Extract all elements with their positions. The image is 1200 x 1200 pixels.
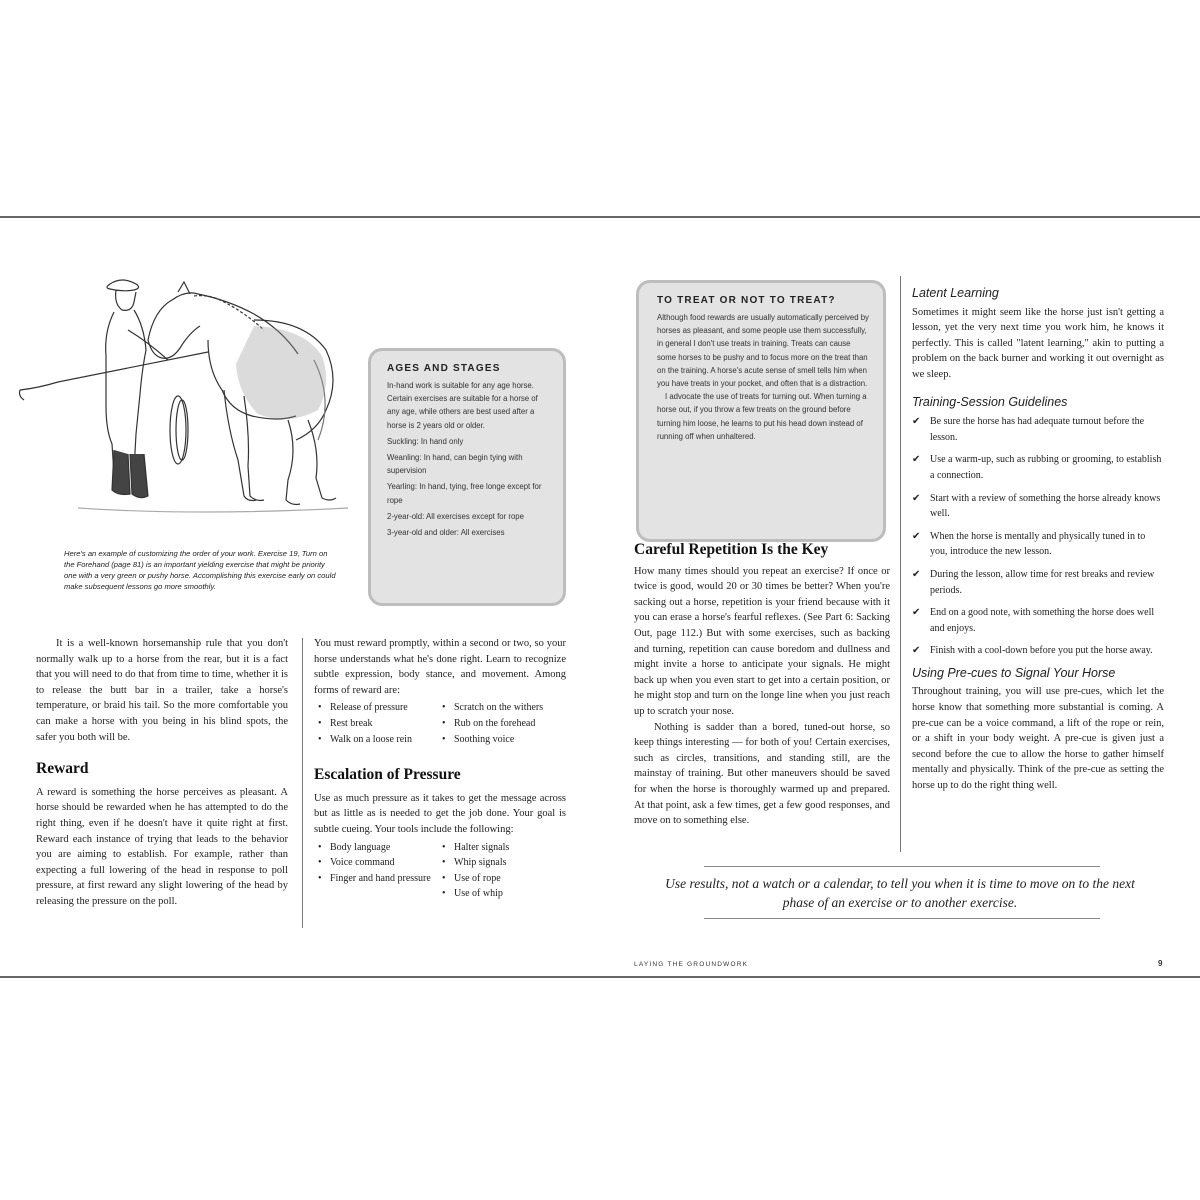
list-item: ✔ Start with a review of something the horse already knows well.: [912, 492, 1161, 520]
stage-text: In hand only: [420, 436, 464, 446]
pull-quote-rule-bottom: [704, 918, 1100, 919]
checkmark-icon: ✔: [912, 530, 921, 542]
horse-drawing-icon: [18, 270, 348, 520]
checkmark-icon: ✔: [912, 492, 921, 504]
stage-item: [387, 510, 549, 523]
reward-forms-list: [314, 700, 566, 747]
escalation-paragraph: Use as much pressure as it takes to get the message across but as little as is needed to get the job done. Your goal is subtle cueing. Your tools include the following:: [314, 792, 566, 835]
stage-item: [387, 526, 549, 539]
stage-label: Suckling:: [387, 436, 419, 446]
list-item: • Rest break: [314, 716, 438, 732]
list-item: • Use of rope: [438, 871, 566, 887]
list-item: ✔ During the lesson, allow time for rest breaks and review periods.: [912, 568, 1155, 596]
horse-illustration: [18, 270, 348, 520]
list-item: • Walk on a loose rein: [314, 732, 438, 748]
repetition-heading: Careful Repetition Is the Key: [634, 541, 829, 558]
to-treat-sidebar: [636, 280, 886, 542]
sidebar-heading: TO TREAT OR NOT TO TREAT?: [657, 295, 836, 306]
stage-item: [387, 480, 549, 506]
pre-cues-paragraph: Throughout training, you will use pre-cues, which let the horse know that something more substantial is coming. A pre-cue can be a voice command, a lift of the rope or rein, or a shift in your body weight. A pre-cue is given just a second before the cue to allow the horse to gather himself mentally and physically. Think of the pre-cue as setting the horse up to do the right thing well.: [912, 686, 1164, 792]
left-column-2: [314, 636, 566, 902]
stage-text: All exercises: [460, 528, 505, 538]
stage-label: 2-year-old:: [387, 511, 425, 521]
repetition-paragraph: Nothing is sadder than a bored, tuned-out horse, so keep things interesting — for both of you! Certain exercises, such as circles, transitions, and standing still, are the mainstay of training. But other maneuvers should be saved for when the horse is thoroughly warmed up and prepared. At that point, ask a few times, get a few good responses, and move on to something else.: [634, 721, 890, 827]
right-column-1: [634, 542, 890, 829]
list-item: • Body language: [314, 840, 438, 856]
left-column-1: [36, 636, 288, 910]
illustration-caption: Here's an example of customizing the order of your work. Exercise 19, Turn on the Forehand (page 81) is an important yielding exercise that might be priority one with a very green or pushy horse. Accomplishing this exercise early on could make subsequent lessons go more smoothly.: [64, 549, 336, 591]
column-divider: [900, 276, 901, 852]
list-item: • Scratch on the withers: [438, 700, 566, 716]
column-divider: [302, 638, 303, 928]
ages-and-stages-sidebar: [368, 348, 566, 606]
pre-cues-heading: Using Pre-cues to Signal Your Horse: [912, 665, 1116, 680]
intro-paragraph: It is a well-known horsemanship rule that you don't normally walk up to a horse from the rear, but it is a fact that you will need to do that from time to time, whether it is to release the butt bar in a trailer, take a horse's temperature, or braid his tail. So the more comfortable you can make a horse with you being in his blind spots, the safer you both will be.: [36, 638, 288, 743]
right-column-2: [912, 286, 1164, 794]
list-item: ✔ Use a warm-up, such as rubbing or grooming, to establish a connection.: [912, 454, 1162, 481]
list-item: ✔ Be sure the horse has had adequate turnout before the lesson.: [912, 416, 1145, 443]
checkmark-icon: ✔: [912, 568, 921, 580]
latent-learning-paragraph: Sometimes it might seem like the horse just isn't getting a lesson, yet the very next time you work him, he knows it perfectly. This is called "latent learning," akin to putting a problem on the back burner and working it out overnight as we sleep.: [912, 306, 1164, 380]
list-item: • Release of pressure: [314, 700, 438, 716]
latent-learning-heading: Latent Learning: [912, 286, 999, 300]
tools-list: [314, 840, 566, 902]
stage-text: In hand, tying, free longe except for rope: [387, 482, 542, 505]
checkmark-icon: ✔: [912, 454, 921, 466]
list-item: • Soothing voice: [438, 732, 566, 748]
stage-label: 3-year-old and older:: [387, 528, 459, 538]
reward-forms-paragraph: You must reward promptly, within a second or two, so your horse understands what he's done right. Learn to recognize subtle expression, body stance, and movement. Among forms of reward are:: [314, 638, 566, 696]
pull-quote-rule-top: [704, 866, 1100, 867]
stage-item: [387, 451, 549, 477]
list-item: • Voice command: [314, 855, 438, 871]
list-item: • Halter signals: [438, 840, 566, 856]
list-item: • Finger and hand pressure: [314, 871, 438, 887]
sidebar-intro: In-hand work is suitable for any age horse. Certain exercises are suitable for a horse of any age, while others are best used after a horse is 2 years old or older.: [387, 381, 538, 430]
reward-heading: Reward: [36, 760, 89, 778]
list-item: ✔ When the horse is mentally and physically tuned in to you, introduce the new lesson.: [912, 530, 1146, 558]
stage-label: Weanling:: [387, 453, 422, 463]
list-item: ✔ End on a good note, with something the horse does well and enjoys.: [912, 607, 1155, 634]
list-item: • Use of whip: [438, 886, 566, 902]
list-item: ✔ Finish with a cool-down before you put the horse away.: [912, 643, 1164, 659]
running-head: LAYING THE GROUNDWORK: [634, 961, 749, 968]
sidebar-heading: AGES AND STAGES: [387, 363, 501, 374]
stage-text: All exercises except for rope: [426, 511, 524, 521]
checkmark-icon: ✔: [912, 607, 921, 619]
guidelines-heading: Training-Session Guidelines: [912, 394, 1068, 409]
pull-quote: Use results, not a watch or a calendar, to tell you when it is time to move on to the next phase of an exercise or to another exercise.: [665, 876, 1135, 910]
guidelines-list: [912, 414, 1164, 659]
checkmark-icon: ✔: [912, 645, 921, 657]
reward-paragraph: A reward is something the horse perceives as pleasant. A horse should be rewarded when he has attempted to do the right thing, even if he doesn't have it quite right at first. Reward each instance of trying that leads to the behavior you are aiming to establish. For example, rather than expecting a full lowering of the head in response to poll pressure, at first reward any slight lowering of the head by releasing the pressure on the poll.: [36, 786, 288, 907]
stage-item: [387, 435, 549, 448]
checkmark-icon: ✔: [912, 416, 921, 428]
repetition-paragraph: How many times should you repeat an exercise? If once or twice is good, would 20 or 30 times be better? When you're sacking out a horse, repetition is your friend because with it you can erase a horse's fearful reflexes. (See Part 6: Sacking Out, page 112.) But with some exercises, such as backing and turning, repetition can cause boredom and dullness and might invite a horse to anticipate your signals. He might back up when you even start to get into a certain position, or he might stop and turn on the longe line when you just reach up to scratch your nose.: [634, 565, 890, 717]
sidebar-paragraph: I advocate the use of treats for turning out. When turning a horse out, if you throw a few treats on the ground before turning him loose, he learns to put his head down instead of running off when unhaltered.: [657, 392, 867, 441]
sidebar-paragraph: Although food rewards are usually automatically perceived by horses as pleasant, and some people use them successfully, in general I don't use treats in training. Treats can cause some horses to be pushy and to focus more on the treat than on the training. A horse's acute sense of smell tells him when you have treats in your pocket, and often that is a distraction.: [657, 313, 869, 389]
escalation-heading: Escalation of Pressure: [314, 766, 461, 784]
stage-label: Yearling:: [387, 482, 418, 492]
stage-text: In hand, can begin tying with supervision: [387, 453, 523, 476]
list-item: • Whip signals: [438, 855, 566, 871]
page-number: 9: [1158, 959, 1164, 968]
list-item: • Rub on the forehead: [438, 716, 566, 732]
book-spread: [0, 216, 1200, 978]
